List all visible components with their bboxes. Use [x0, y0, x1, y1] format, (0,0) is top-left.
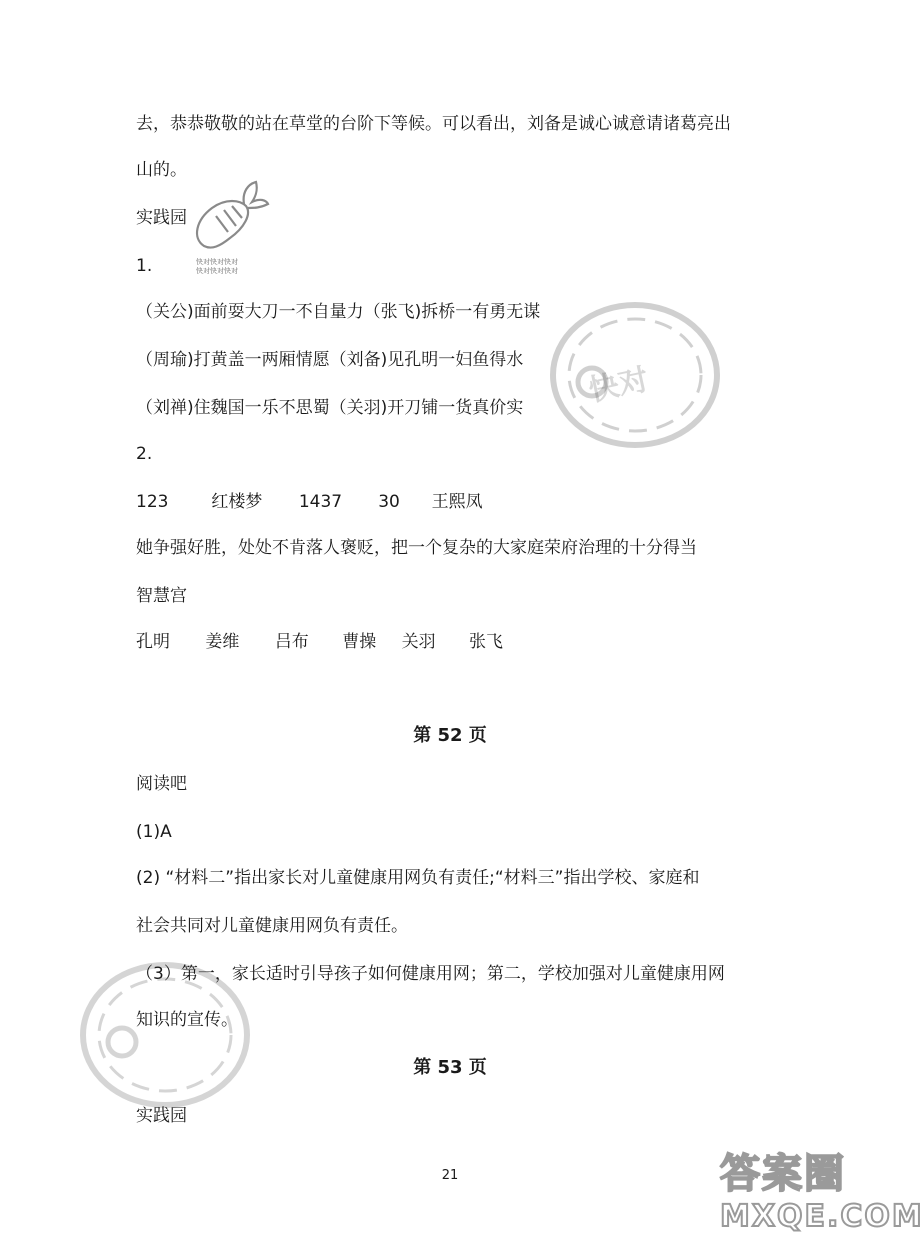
- name-item: 姜维: [205, 632, 240, 652]
- carrot-logo-icon: [186, 176, 270, 260]
- question-2-label: 2.: [136, 444, 153, 464]
- idiom-row: （关公)面前耍大刀一不自量力（张飞)拆桥一有勇无谋: [136, 302, 541, 322]
- answer-3-line-1: （3）第一，家长适时引导孩子如何健康用网；第二，学校加强对儿童健康用网: [136, 964, 725, 984]
- watermark-brand-text: 快对: [585, 362, 652, 409]
- answer-3-line-2: 知识的宣传。: [136, 1010, 238, 1030]
- question-1-label: 1.: [136, 256, 153, 276]
- page-heading-53: 第 53 页: [413, 1057, 487, 1078]
- watermark-small-text: 快对快对快对 快对快对快对: [196, 258, 238, 275]
- name-item: 孔明: [136, 632, 170, 652]
- corner-logo-url: MXQE.COM: [720, 1199, 924, 1234]
- idiom-row: （刘禅)住魏国一乐不思蜀（关羽)开刀铺一货真价实: [136, 398, 524, 418]
- answer-2-line-1: (2) “材料二”指出家长对儿童健康用网负有责任;“材料三”指出学校、家庭和: [136, 868, 700, 888]
- practice-title: 实践园: [136, 208, 187, 228]
- answer-item: 红楼梦: [211, 492, 263, 512]
- answer-item: 30: [378, 492, 400, 512]
- practice-title-2: 实践园: [136, 1106, 187, 1126]
- name-item: 曹操: [342, 632, 377, 652]
- name-item: 张飞: [469, 632, 504, 652]
- answer-item: 1437: [298, 492, 343, 512]
- answer-row: [136, 490, 483, 514]
- answer-1: (1)A: [136, 822, 172, 842]
- answer-item: 王熙凤: [431, 492, 483, 512]
- intro-line-2: 山的。: [136, 160, 187, 180]
- intro-line-1: 去，恭恭敬敬的站在草堂的台阶下等候。可以看出，刘备是诚心诚意请诸葛亮出: [136, 114, 731, 134]
- corner-logo: [720, 1150, 924, 1242]
- idiom-row: （周瑜)打黄盖一两厢情愿（刘备)见孔明一妇鱼得水: [136, 350, 524, 370]
- corner-logo-title: 答案圈: [720, 1151, 846, 1197]
- page-heading-52: 第 52 页: [413, 725, 487, 746]
- reading-section-title: 阅读吧: [136, 774, 187, 794]
- names-row: [136, 630, 503, 654]
- page-number: 21: [441, 1168, 459, 1183]
- wisdom-title: 智慧宫: [136, 586, 187, 606]
- name-item: 吕布: [274, 632, 309, 652]
- character-description: 她争强好胜，处处不肯落人褒贬，把一个复杂的大家庭荣府治理的十分得当: [136, 538, 697, 558]
- answer-item: 123: [136, 492, 169, 512]
- answer-2-line-2: 社会共同对儿童健康用网负有责任。: [136, 916, 408, 936]
- name-item: 关羽: [401, 632, 436, 652]
